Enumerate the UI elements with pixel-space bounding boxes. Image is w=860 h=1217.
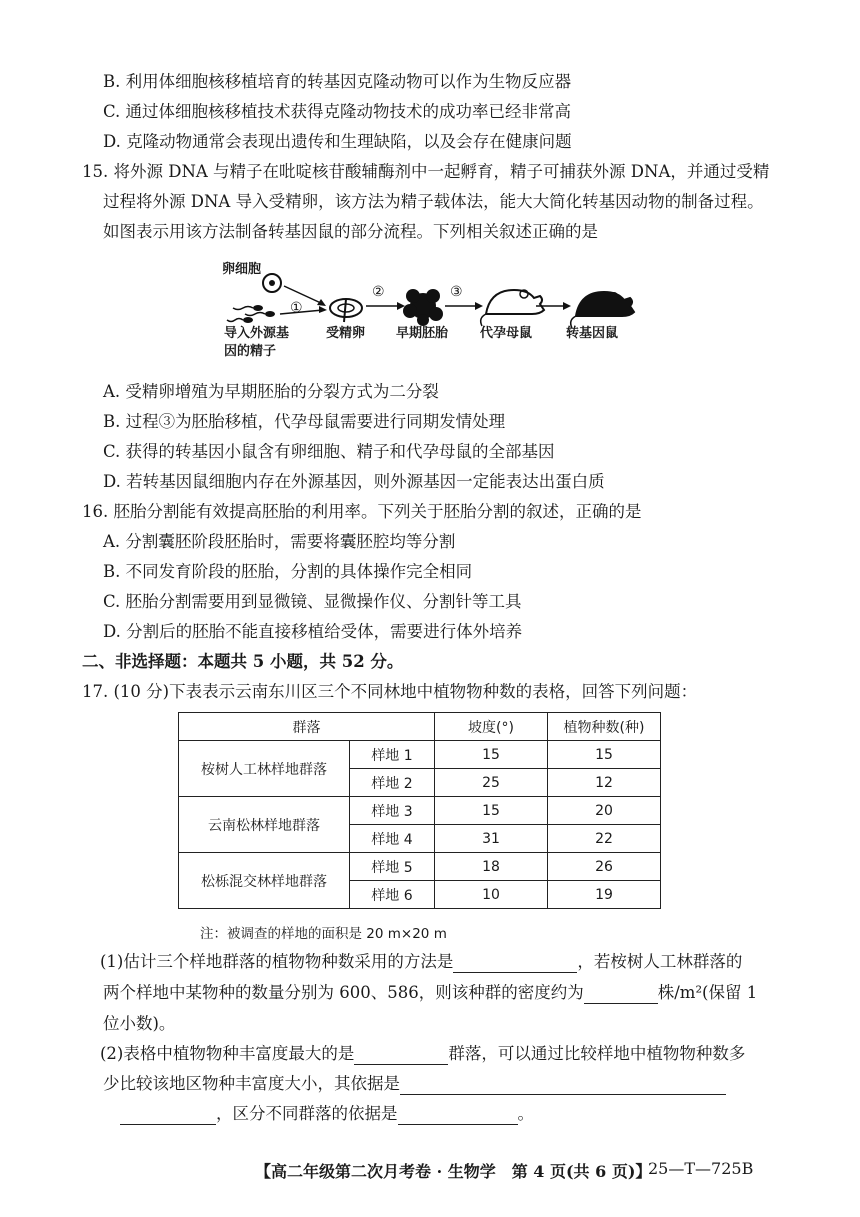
header-slope: 坡度(°): [435, 713, 548, 741]
q17-part2-text-e: 。: [517, 1104, 534, 1123]
q17-part2-line-2: [103, 1073, 726, 1095]
table-note: 注：被调查的样地的面积是 20 m×20 m: [200, 926, 447, 942]
species-count-value: 12: [548, 769, 661, 797]
q17-part2-text-d: ，区分不同群落的依据是: [216, 1104, 398, 1123]
slope-value: 10: [435, 881, 548, 909]
surrogate-mouse-icon: [481, 290, 544, 326]
species-count-value: 19: [548, 881, 661, 909]
answer-blank-basis-continued[interactable]: [120, 1106, 216, 1125]
q15-stem-line-2: 过程将外源 DNA 导入受精卵，该方法为精子载体法，能大大简化转基因动物的制备过程。: [103, 192, 764, 211]
q17-part1-text-b: ，若桉树人工林群落的: [577, 952, 743, 971]
q17-part2-line-1: [100, 1043, 745, 1065]
q17-part1-text-a: (1)估计三个样地群落的植物物种数采用的方法是: [100, 952, 454, 971]
plot-name: 样地 4: [350, 825, 435, 853]
step2-label: ②: [372, 284, 385, 300]
plot-name: 样地 5: [350, 853, 435, 881]
slope-value: 15: [435, 797, 548, 825]
paper-code: 25—T—725B: [648, 1159, 754, 1178]
step3-label: ③: [450, 284, 463, 300]
sperm-icon: [227, 305, 275, 323]
community-name: 桉树人工林样地群落: [179, 741, 350, 797]
table-row: [179, 853, 661, 881]
q17-part2-text-b: 群落，可以通过比较样地中植物物种数多: [448, 1044, 746, 1063]
egg-cell-icon: [263, 274, 281, 292]
transgenic-mouse-icon: [571, 292, 634, 328]
flow-diagram-graphics: [218, 256, 658, 366]
q17-stem: 17. (10 分)下表表示云南东川区三个不同林地中植物物种数的表格，回答下列问题：: [82, 682, 698, 701]
q16-option-a: A. 分割囊胚阶段胚胎时，需要将囊胚腔均等分割: [103, 532, 456, 551]
q17-part1-text-d: 株/m²(保留 1: [657, 983, 758, 1002]
table-row: [179, 797, 661, 825]
table-header-row: [179, 713, 661, 741]
sperm-label-line-1: 导入外源基: [224, 326, 290, 341]
q15-option-b: B. 过程③为胚胎移植，代孕母鼠需要进行同期发情处理: [103, 412, 506, 431]
q15-option-d: D. 若转基因鼠细胞内存在外源基因，则外源基因一定能表达出蛋白质: [103, 472, 605, 491]
transgenic-flow-diagram: [218, 256, 658, 366]
species-count-value: 20: [548, 797, 661, 825]
table-row: [179, 741, 661, 769]
slope-value: 18: [435, 853, 548, 881]
answer-blank-method[interactable]: [453, 954, 577, 973]
q14-option-c: C. 通过体细胞核移植技术获得克隆动物技术的成功率已经非常高: [103, 102, 572, 121]
plot-name: 样地 3: [350, 797, 435, 825]
embryo-label: 早期胚胎: [396, 326, 449, 341]
q16-option-b: B. 不同发育阶段的胚胎，分割的具体操作完全相同: [103, 562, 473, 581]
q16-option-d: D. 分割后的胚胎不能直接移植给受体，需要进行体外培养: [103, 622, 523, 641]
q15-stem-line-3: 如图表示用该方法制备转基因鼠的部分流程。下列相关叙述正确的是: [103, 222, 598, 241]
step1-label: ①: [290, 300, 303, 316]
sperm-label-line-2: 因的精子: [224, 344, 277, 359]
q16-option-c: C. 胚胎分割需要用到显微镜、显微操作仪、分割针等工具: [103, 592, 522, 611]
species-count-value: 22: [548, 825, 661, 853]
answer-blank-density[interactable]: [584, 985, 658, 1004]
q15-option-c: C. 获得的转基因小鼠含有卵细胞、精子和代孕母鼠的全部基因: [103, 442, 555, 461]
answer-blank-community-distinction[interactable]: [398, 1106, 518, 1125]
header-community: 群落: [179, 713, 435, 741]
zygote-icon: [330, 299, 362, 322]
slope-value: 15: [435, 741, 548, 769]
q17-part2-line-3: [120, 1103, 534, 1125]
answer-blank-basis[interactable]: [400, 1076, 726, 1095]
community-name: 云南松林样地群落: [179, 797, 350, 853]
section-2-heading: 二、非选择题：本题共 5 小题，共 52 分。: [82, 652, 404, 671]
q14-option-b: B. 利用体细胞核移植培育的转基因克隆动物可以作为生物反应器: [103, 72, 572, 91]
q15-option-a: A. 受精卵增殖为早期胚胎的分裂方式为二分裂: [103, 382, 439, 401]
q17-part2-text-a: (2)表格中植物物种丰富度最大的是: [100, 1044, 355, 1063]
answer-blank-richest-community[interactable]: [354, 1046, 448, 1065]
header-species-count: 植物种数(种): [548, 713, 661, 741]
plant-species-table: [178, 712, 661, 909]
slope-value: 31: [435, 825, 548, 853]
q17-part1-line-1: [100, 951, 742, 973]
q17-part2-text-c: 少比较该地区物种丰富度大小，其依据是: [103, 1074, 400, 1093]
surrogate-label: 代孕母鼠: [480, 326, 533, 341]
q17-part1-text-e: 位小数)。: [103, 1014, 176, 1033]
plot-name: 样地 2: [350, 769, 435, 797]
q15-stem-line-1: 15. 将外源 DNA 与精子在吡啶核苷酸辅酶剂中一起孵育，精子可捕获外源 DNA，并通过受精: [82, 162, 770, 181]
q14-option-d: D. 克隆动物通常会表现出遗传和生理缺陷，以及会存在健康问题: [103, 132, 572, 151]
species-count-value: 15: [548, 741, 661, 769]
community-name: 松栎混交林样地群落: [179, 853, 350, 909]
species-count-value: 26: [548, 853, 661, 881]
zygote-label: 受精卵: [326, 326, 366, 341]
q17-part1-line-2: [103, 982, 757, 1004]
plot-name: 样地 1: [350, 741, 435, 769]
page-footer-title: 【高二年级第二次月考卷 · 生物学 第 4 页(共 6 页)】: [255, 1162, 652, 1181]
plot-name: 样地 6: [350, 881, 435, 909]
q17-part1-text-c: 两个样地中某物种的数量分别为 600、586，则该种群的密度约为: [103, 983, 584, 1002]
early-embryo-icon: [403, 289, 443, 326]
transgenic-label: 转基因鼠: [566, 326, 619, 341]
q16-stem: 16. 胚胎分割能有效提高胚胎的利用率。下列关于胚胎分割的叙述，正确的是: [82, 502, 642, 521]
slope-value: 25: [435, 769, 548, 797]
egg-label: 卵细胞: [222, 262, 262, 277]
